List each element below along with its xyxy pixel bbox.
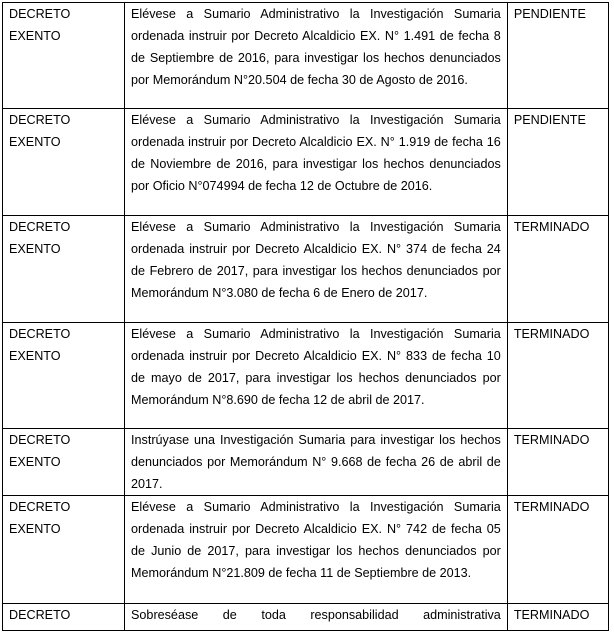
- status-label: TERMINADO: [513, 608, 590, 622]
- decree-description-cell: [125, 496, 508, 604]
- decree-description-cell: [125, 3, 508, 109]
- decree-description-cell: [125, 604, 508, 631]
- status-label: TERMINADO: [513, 220, 590, 234]
- status-label: TERMINADO: [513, 327, 590, 341]
- decree-type-line: DECRETO: [9, 608, 71, 622]
- decree-description-cell: [125, 429, 508, 496]
- decree-description: Instrúyase una Investigación Sumaria para investigar los hechos denunciados por Memorándum N° 9.668 de fecha 26 de abril de 2017.: [131, 433, 501, 491]
- decree-type-cell: [3, 496, 125, 604]
- decree-description-cell: [125, 216, 508, 323]
- status-label: TERMINADO: [513, 433, 590, 447]
- decree-type-cell: [3, 3, 125, 109]
- decree-description: Elévese a Sumario Administrativo la Investigación Sumaria ordenada instruir por Decreto Alcaldicio EX. N° 374 de fecha 24 de Febrero de 2017, para investigar los hechos denunciados por Memorándum N°3.080 de fecha 6 de Enero de 2017.: [131, 220, 501, 300]
- decree-type-line: EXENTO: [9, 522, 61, 536]
- decree-status-cell: [507, 429, 608, 496]
- decree-type-line: DECRETO: [9, 327, 71, 341]
- status-label: TERMINADO: [513, 500, 590, 514]
- table-row: [3, 109, 609, 216]
- table-row: [3, 604, 609, 631]
- decree-type-cell: [3, 109, 125, 216]
- decree-description: Elévese a Sumario Administrativo la Investigación Sumaria ordenada instruir por Decreto Alcaldicio EX. N° 833 de fecha 10 de mayo de 2017, para investigar los hechos denunciados por Memorándum N°8.690 de fecha 12 de abril de 2017.: [131, 327, 501, 407]
- decree-description: Sobreséase de toda responsabilidad administrativa: [131, 608, 501, 622]
- decree-description-cell: [125, 323, 508, 429]
- decree-description: Elévese a Sumario Administrativo la Investigación Sumaria ordenada instruir por Decreto Alcaldicio EX. N° 1.919 de fecha 16 de Noviembre de 2016, para investigar los hechos denunciados por Oficio N°074994 de fecha 12 de Octubre de 2016.: [131, 113, 501, 193]
- decree-description-cell: [125, 109, 508, 216]
- decree-type-line: DECRETO: [9, 113, 71, 127]
- decree-status-cell: [507, 604, 608, 631]
- decree-status-cell: [507, 496, 608, 604]
- decree-status-cell: [507, 216, 608, 323]
- decree-type-line: DECRETO: [9, 433, 71, 447]
- status-label: PENDIENTE: [513, 7, 586, 21]
- decree-status-cell: [507, 109, 608, 216]
- decree-type-cell: [3, 216, 125, 323]
- decree-status-cell: [507, 3, 608, 109]
- status-label: PENDIENTE: [513, 113, 586, 127]
- decree-type-line: DECRETO: [9, 7, 71, 21]
- table-row: [3, 429, 609, 496]
- table-row: [3, 496, 609, 604]
- decree-type-line: EXENTO: [9, 135, 61, 149]
- decree-description: Elévese a Sumario Administrativo la Investigación Sumaria ordenada instruir por Decreto Alcaldicio EX. N° 1.491 de fecha 8 de Septiembre de 2016, para investigar los hechos denunciados por Memorándum N°20.504 de fecha 30 de Agosto de 2016.: [131, 7, 501, 87]
- decree-type-line: EXENTO: [9, 242, 61, 256]
- decrees-table: [2, 2, 609, 631]
- decree-type-line: EXENTO: [9, 349, 61, 363]
- decree-type-line: DECRETO: [9, 500, 71, 514]
- decree-type-line: EXENTO: [9, 29, 61, 43]
- decree-type-line: DECRETO: [9, 220, 71, 234]
- decree-type-cell: [3, 604, 125, 631]
- decree-type-cell: [3, 429, 125, 496]
- decree-status-cell: [507, 323, 608, 429]
- decree-description: Elévese a Sumario Administrativo la Investigación Sumaria ordenada instruir por Decreto Alcaldicio EX. N° 742 de fecha 05 de Junio de 2017, para investigar los hechos denunciados por Memorándum N°21.809 de fecha 11 de Septiembre de 2013.: [131, 500, 501, 580]
- decree-type-cell: [3, 323, 125, 429]
- decree-type-line: EXENTO: [9, 455, 61, 469]
- table-row: [3, 216, 609, 323]
- table-row: [3, 323, 609, 429]
- table-row: [3, 3, 609, 109]
